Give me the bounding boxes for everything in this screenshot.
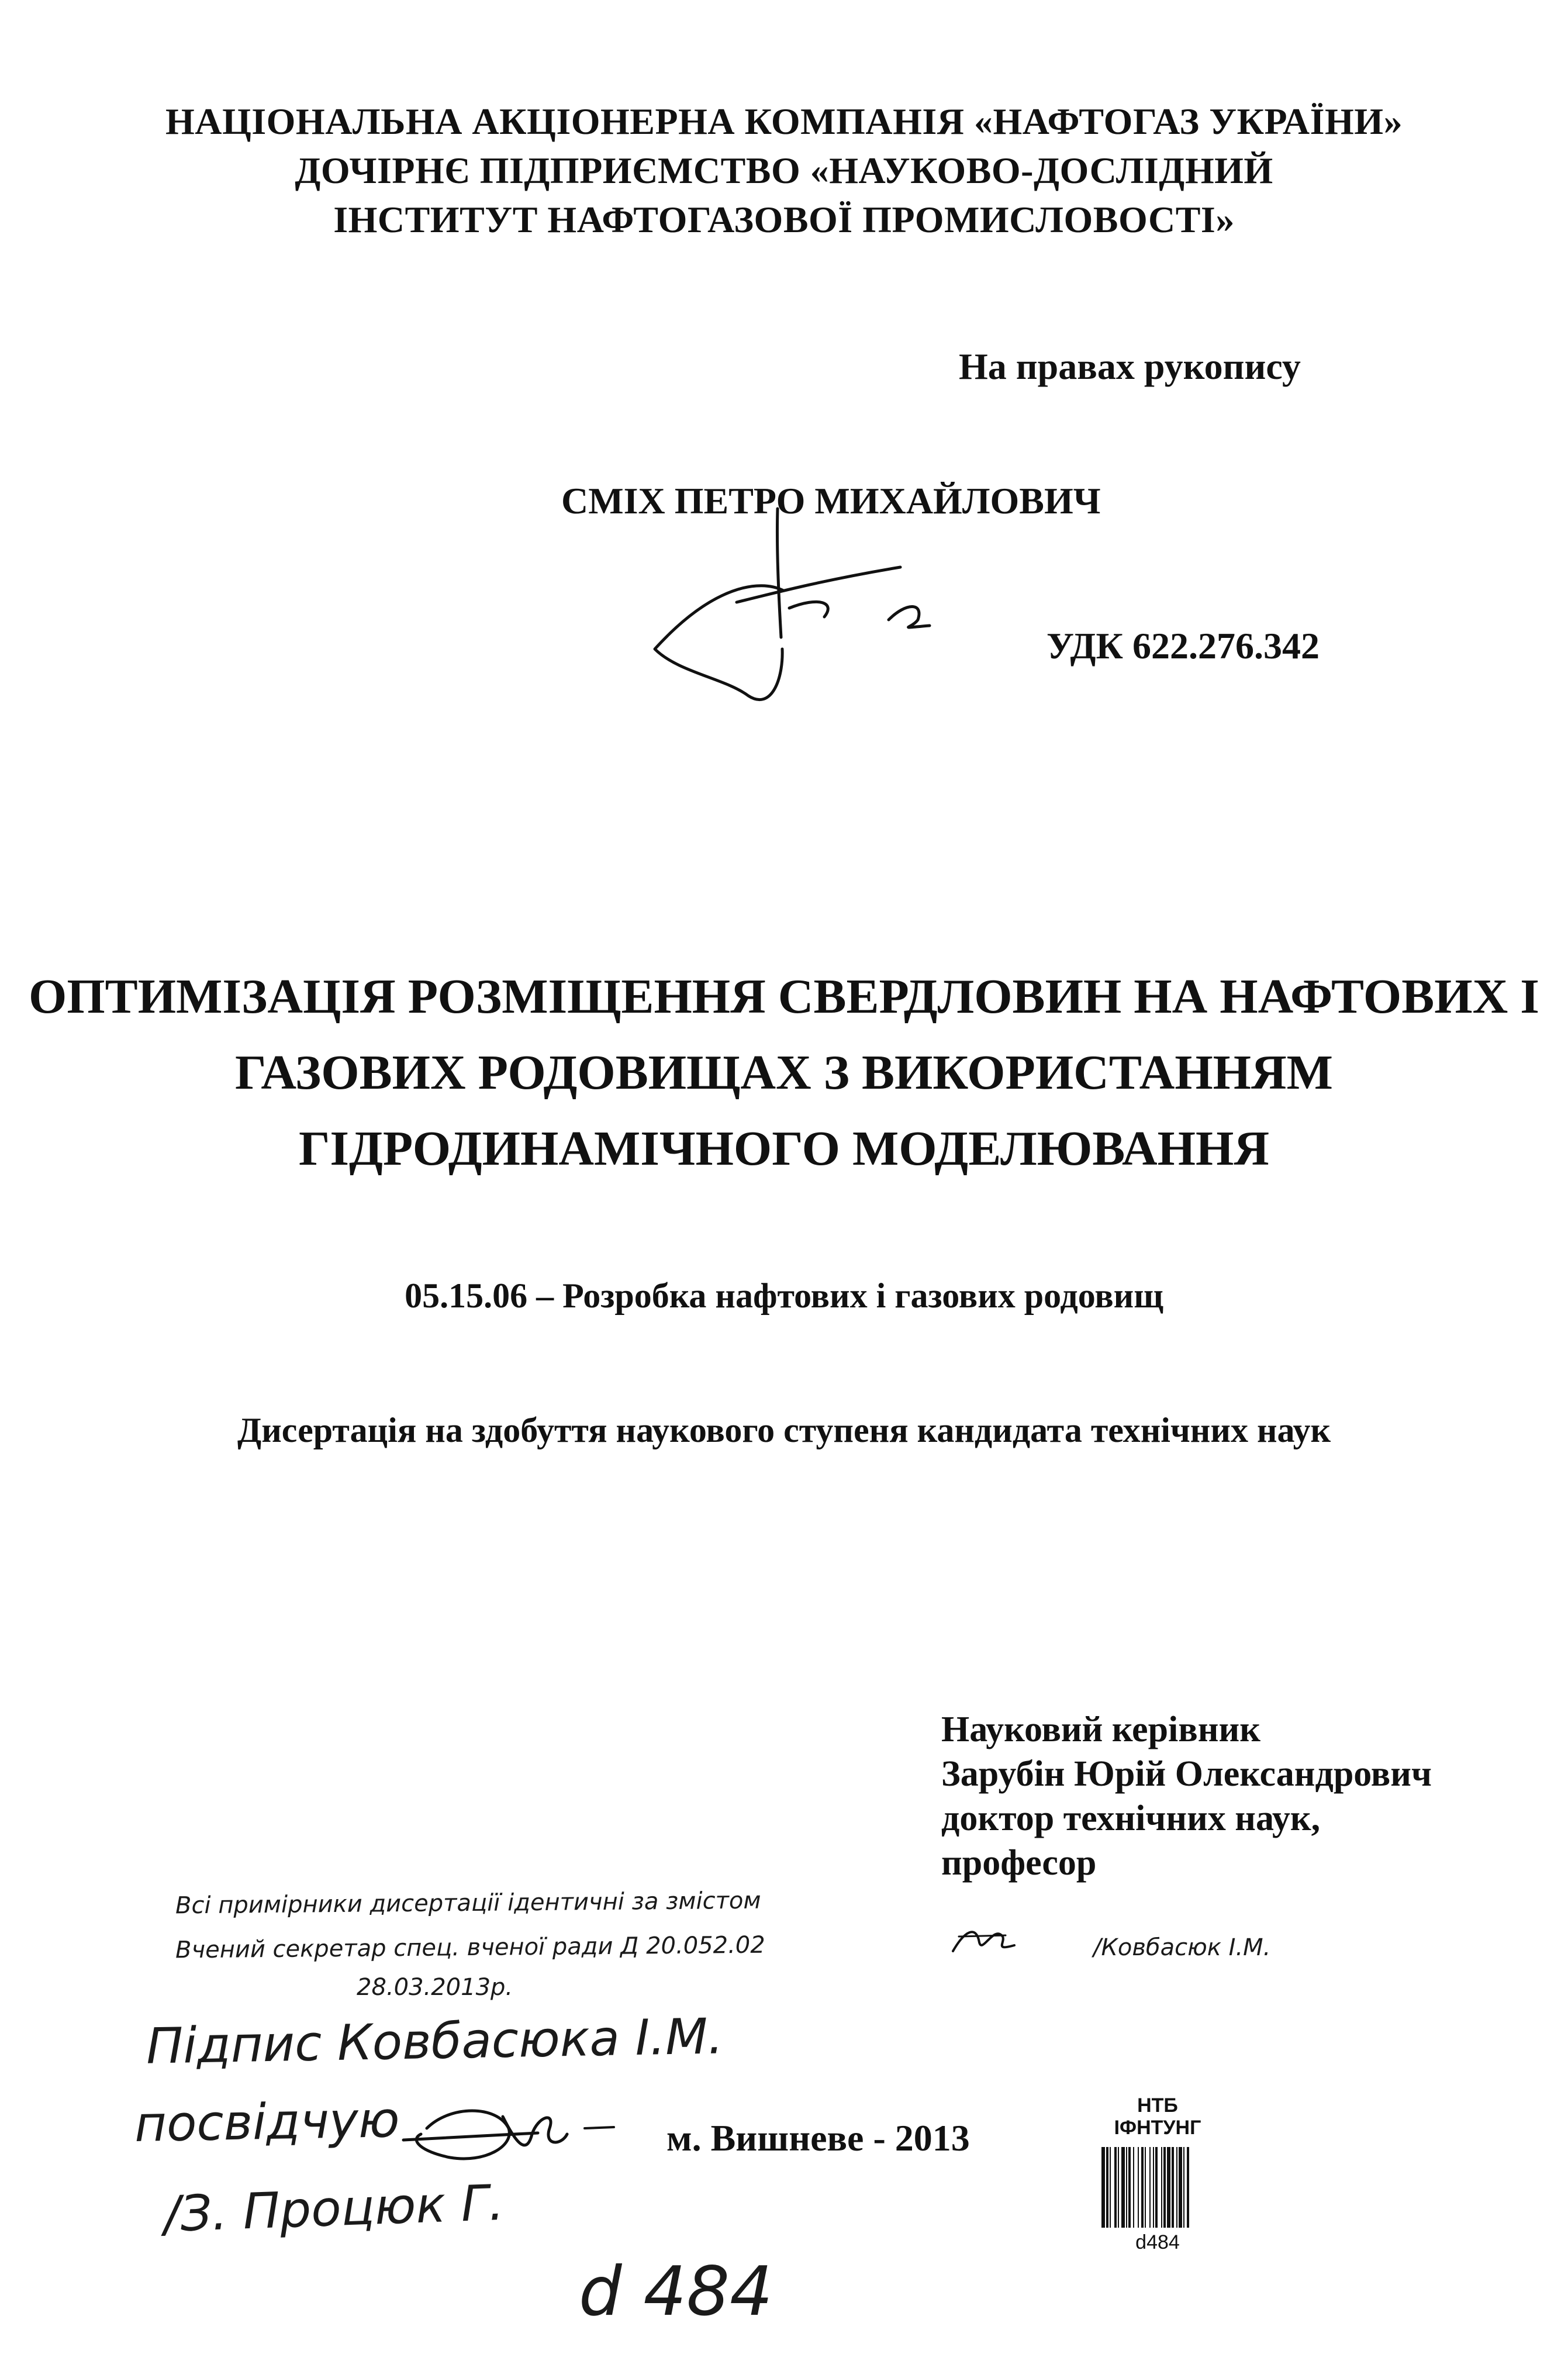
barcode-bar — [1118, 2147, 1119, 2228]
barcode-bar — [1101, 2147, 1105, 2228]
barcode-bar — [1121, 2147, 1125, 2228]
author-signature — [643, 503, 947, 713]
supervisor-name: Зарубін Юрій Олександрович — [941, 1754, 1432, 1794]
author-name: СМІХ ПЕТРО МИХАЙЛОВИЧ — [561, 480, 1101, 522]
city-year: м. Вишневе - 2013 — [666, 2117, 970, 2159]
handwritten-date: 28.03.2013р. — [357, 1974, 513, 2001]
barcode-bar — [1183, 2147, 1184, 2228]
manuscript-rights-note: На правах рукопису — [959, 346, 1301, 387]
barcode-bar — [1176, 2147, 1177, 2228]
specialty-code: 05.15.06 – Розробка нафтових і газових родовищ — [405, 1276, 1163, 1315]
barcode-bar — [1153, 2147, 1154, 2228]
barcode-bar — [1110, 2147, 1111, 2228]
handwritten-certification-line-1: Підпис Ковбасюка І.М. — [146, 2007, 724, 2075]
barcode-bar — [1128, 2147, 1131, 2228]
dissertation-title-line-2: ГАЗОВИХ РОДОВИЩАХ З ВИКОРИСТАННЯМ — [235, 1045, 1333, 1100]
barcode-bar — [1149, 2147, 1151, 2228]
handwritten-shelf-code: d 484 — [579, 2252, 773, 2331]
library-stamp — [1099, 2094, 1216, 2139]
barcode-bar — [1133, 2147, 1134, 2228]
barcode-bar — [1167, 2147, 1170, 2228]
barcode-bar — [1145, 2147, 1146, 2228]
library-barcode — [1099, 2147, 1216, 2228]
library-stamp-line-2: ІФНТУНГ — [1114, 2117, 1201, 2139]
supervisor-role: Науковий керівник — [941, 1710, 1260, 1749]
barcode-bar — [1172, 2147, 1174, 2228]
barcode-bar — [1138, 2147, 1139, 2228]
dissertation-title-line-3: ГІДРОДИНАМІЧНОГО МОДЕЛЮВАННЯ — [298, 1121, 1270, 1176]
degree-statement: Дисертація на здобуття наукового ступеня кандидата технічних наук — [237, 1411, 1331, 1449]
secretary-signature — [947, 1919, 1017, 1960]
supervisor-block — [941, 1707, 1432, 1885]
library-stamp-line-1: НТБ — [1137, 2094, 1178, 2117]
handwritten-secretary-name: /Ковбасюк І.М. — [1093, 1934, 1271, 1961]
barcode-bar — [1179, 2147, 1182, 2228]
handwritten-certification-line-2: посвідчую — [134, 2091, 400, 2153]
barcode-bar — [1155, 2147, 1158, 2228]
barcode-bar — [1126, 2147, 1127, 2228]
handwritten-note-line-2: Вчений секретар спец. вченої ради Д 20.052.02 — [175, 1931, 765, 1964]
handwritten-note-line-1: Всі примірники дисертації ідентичні за змістом — [175, 1887, 761, 1920]
handwritten-certification-line-3: /З. Процюк Г. — [163, 2173, 505, 2243]
certifier-signature — [386, 2093, 631, 2181]
organization-line-1: НАЦІОНАЛЬНА АКЦІОНЕРНА КОМПАНІЯ «НАФТОГАЗ УКРАЇНИ» — [165, 101, 1403, 142]
supervisor-degree: доктор технічних наук, — [941, 1799, 1321, 1838]
organization-line-3: ІНСТИТУТ НАФТОГАЗОВОЇ ПРОМИСЛОВОСТІ» — [333, 199, 1235, 240]
organization-line-2: ДОЧІРНЄ ПІДПРИЄМСТВО «НАУКОВО-ДОСЛІДНИЙ — [295, 150, 1273, 191]
udc-code: УДК 622.276.342 — [1047, 625, 1320, 667]
dissertation-title-line-1: ОПТИМІЗАЦІЯ РОЗМІЩЕННЯ СВЕРДЛОВИН НА НАФТОВИХ І — [29, 969, 1539, 1024]
barcode-bar — [1114, 2147, 1117, 2228]
barcode-bar — [1106, 2147, 1108, 2228]
library-stamp-code: d484 — [1135, 2231, 1180, 2253]
barcode-bar — [1163, 2147, 1166, 2228]
barcode-bar — [1141, 2147, 1144, 2228]
supervisor-title: професор — [941, 1843, 1097, 1883]
barcode-bar — [1187, 2147, 1189, 2228]
barcode-bar — [1161, 2147, 1162, 2228]
